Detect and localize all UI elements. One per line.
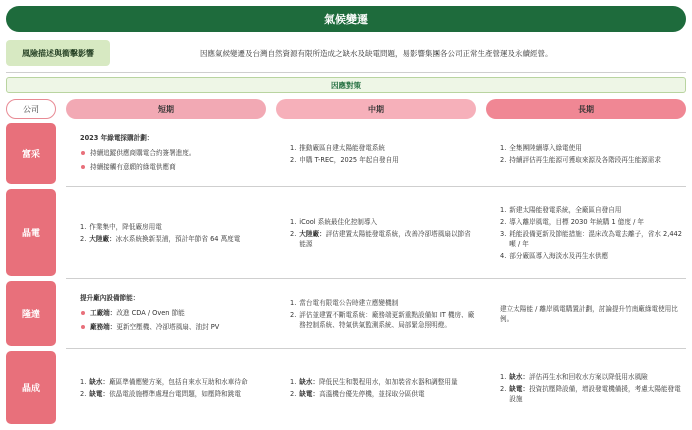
list-item: 2. 持續評估再生能源可獲取來源及各階段再生能源需求 [500,155,661,164]
cell-jingdian-short [80,189,264,276]
list-item: 工廠端：改進 CDA / Oven 節能 [80,308,264,318]
bullet-dot-icon [81,311,85,315]
list-item: 持續追蹤供應商購電合約簽署進度。 [80,148,264,158]
bullet-dot-icon [81,165,85,169]
cell-jingcheng-mid [290,351,476,424]
list-item: 1. 推動廠區自建太陽能發電系統 [290,143,386,152]
list-item: 建立太陽能 / 離岸風電購置計劃，討論提升竹南廠綠電使用比例。 [500,304,678,323]
list-item: 1. 缺水：評估再生水和回收水方案以降低用水風險 [500,372,648,381]
cell-heading: 2023 年綠電採購計劃： [80,134,154,142]
page-title: 氣候變遷 [6,6,686,32]
cell-fucai-short [80,123,264,184]
risk-section [6,40,686,66]
company-fucai: 富采 [6,123,56,184]
list-item: 1. 作業集中，降低廠房用電 [80,222,162,231]
bullet-dot-icon [81,151,85,155]
risk-description: 因應氣候變遷及台灣自然資源有限所造成之缺水及缺電問題，易影響集團各公司正常生產營運及永續經營。 [200,48,553,58]
row-separator [66,186,686,187]
list-item: 廠務端：更新空壓機、冷卻塔風扇、油封 PV [80,322,264,332]
list-item: 2. 缺電：高溫機台優先停機，並採取分區供電 [290,389,425,398]
cell-jingdian-long [500,189,686,276]
list-item: 3. 耗能設備更新及節能措施：混床改為電去離子，省水 2,442 噸 / 年 [500,229,682,248]
list-item: 1. 新建太陽能發電系統，全廠區自發自用 [500,205,622,214]
cell-jingdian-mid [290,189,476,276]
list-item: 1. 缺水：降低民生和製程用水，如加裝省水器和調整用量 [290,377,458,386]
cell-longda-mid [290,281,476,346]
list-item: 2. 大陸廠：評估建置太陽能發電系統，改善冷卻塔風扇以節省能源 [290,229,471,248]
cell-fucai-mid [290,123,476,184]
list-item: 2. 缺電：依晶電設施標準處理台電問題，如壓降和跳電 [80,389,241,398]
cell-longda-short [80,281,264,346]
header-short-term: 短期 [66,99,266,119]
list-item: 2. 導入離岸風電，目標 2030 年統購 1 億度 / 年 [500,217,644,226]
list-item: 2. 大陸廠：冰水系統換新泵浦，預計年節省 64 萬度電 [80,234,241,243]
row-separator [66,348,686,349]
cell-fucai-long [500,123,686,184]
cell-longda-long [500,281,686,346]
list-item: 4. 部分廠區導入海淡水及再生水供應 [500,251,609,260]
divider [6,72,686,73]
list-item: 1. iCool 系統最佳化控制導入 [290,217,378,226]
list-item: 1. 缺水：廠區準備應變方案，包括自來水互助和水車待命 [80,377,248,386]
bullet-dot-icon [81,325,85,329]
list-item: 2. 評估並建置不斷電系統：廠務端更新重點設備如 IT 機房、廠務控制系統、特氣供氣監測系統、局部緊急照明燈。 [290,310,475,329]
company-jingdian: 晶電 [6,189,56,276]
cell-heading: 提升廠內設備節能： [80,294,140,302]
strategy-header: 因應對策 [6,77,686,93]
list-item: 持續接觸有意願的綠電供應商 [80,162,264,172]
header-mid-term: 中期 [276,99,476,119]
list-item: 2. 缺電：投資抗壓降設備，增設發電機備援，考慮太陽能發電設施 [500,384,681,403]
list-item: 1. 全集團陸續導入綠電使用 [500,143,582,152]
cell-jingcheng-long [500,351,686,424]
company-jingcheng: 晶成 [6,351,56,424]
list-item: 1. 當台電有限電公告時建立應變機制 [290,298,399,307]
cell-jingcheng-short [80,351,264,424]
risk-label: 風險描述與衝擊影響 [6,40,110,66]
list-item: 2. 申購 T-REC，2025 年起自發自用 [290,155,399,164]
row-separator [66,278,686,279]
header-company: 公司 [6,99,56,119]
header-long-term: 長期 [486,99,686,119]
company-longda: 隆達 [6,281,56,346]
